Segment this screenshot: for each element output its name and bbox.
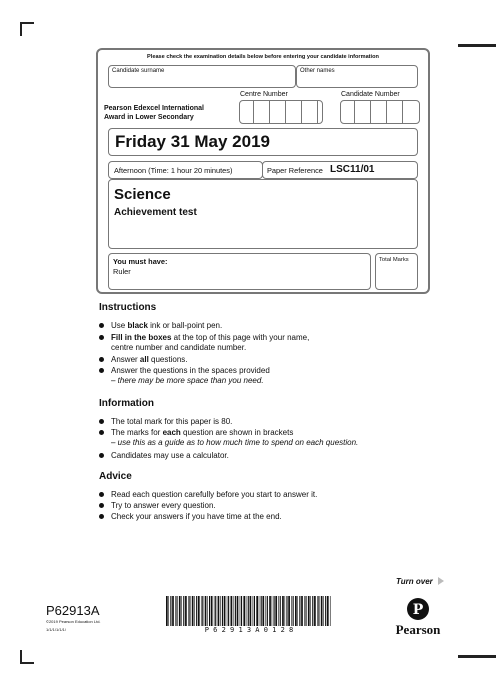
barcode-bar <box>179 596 181 626</box>
barcode-bar <box>222 596 223 626</box>
exam-date-box <box>108 128 418 156</box>
barcode-bar <box>318 596 319 626</box>
barcode-bar <box>220 596 221 626</box>
barcode-bar <box>265 596 266 626</box>
barcode-bar <box>175 596 176 626</box>
barcode-bar <box>267 596 268 626</box>
barcode-bar <box>310 596 311 626</box>
candidate-digit-divider <box>341 101 355 123</box>
instruction-bold: all <box>139 355 149 364</box>
barcode-bar <box>314 596 316 626</box>
information-text: question are shown in brackets <box>180 428 294 437</box>
centre-digit-divider <box>240 101 254 123</box>
crop-mark-bottom-horizontal <box>20 662 34 664</box>
copyright: ©2019 Pearson Education Ltd. <box>46 619 101 624</box>
must-have-item: Ruler <box>113 267 131 276</box>
bullet-icon <box>99 323 104 328</box>
candidate-number-label: Candidate Number <box>341 91 400 98</box>
barcode-bar <box>272 596 273 626</box>
information-text: The total mark for this paper is 80. <box>111 417 233 426</box>
barcode-bar <box>308 596 310 626</box>
bullet-icon <box>99 357 104 362</box>
paper-code: P62913A <box>46 603 100 618</box>
exam-date: Friday 31 May 2019 <box>115 132 270 151</box>
bullet-icon <box>99 335 104 340</box>
paper-reference-box <box>262 161 418 179</box>
instruction-text: questions. <box>148 355 188 364</box>
must-have-box <box>108 253 371 290</box>
advice-heading: Advice <box>99 471 132 482</box>
barcode-bar <box>196 596 197 626</box>
instruction-continuation: – there may be more space than you need. <box>111 376 264 385</box>
bullet-icon <box>99 419 104 424</box>
bullet-icon <box>99 453 104 458</box>
instruction-text: at the top of this page with your name, <box>171 333 310 342</box>
barcode-bar <box>209 596 210 626</box>
barcode-bar <box>301 596 303 626</box>
barcode-bar <box>218 596 220 626</box>
barcode-bar <box>170 596 171 626</box>
paper-title: Achievement test <box>114 207 197 218</box>
barcode-bar <box>291 596 292 626</box>
barcode-bar <box>262 596 264 626</box>
barcode-bar <box>280 596 281 626</box>
barcode <box>164 596 334 632</box>
instruction-text: ink or ball-point pen. <box>147 321 223 330</box>
instructions-heading: Instructions <box>99 302 157 313</box>
edge-bar-bottom <box>458 655 496 658</box>
barcode-bar <box>227 596 228 626</box>
barcode-bar <box>259 596 260 626</box>
centre-number-field[interactable] <box>239 100 323 124</box>
barcode-bar <box>205 596 207 626</box>
barcode-bar <box>246 596 247 626</box>
information-text: Candidates may use a calculator. <box>111 451 229 460</box>
instruction-text: Answer <box>111 355 140 364</box>
crop-mark-top-horizontal <box>20 22 34 24</box>
pearson-p-icon <box>407 598 429 620</box>
barcode-bar <box>214 596 215 626</box>
qualification-line2: Award in Lower Secondary <box>104 114 194 121</box>
barcode-bar <box>286 596 287 626</box>
barcode-bar <box>168 596 169 626</box>
barcode-text: P 6 2 9 1 3 A 0 1 2 8 <box>164 626 334 634</box>
check-note: Please check the examination details below before entering your candidate information <box>147 54 379 60</box>
barcode-bar <box>215 596 216 626</box>
barcode-bar <box>256 596 258 626</box>
instruction-text: Answer the questions in the spaces provided <box>111 366 270 375</box>
barcode-bar <box>274 596 275 626</box>
barcode-bar <box>207 596 208 626</box>
total-marks-box <box>375 253 418 290</box>
barcode-bar <box>224 596 226 626</box>
subject-box <box>108 179 418 249</box>
qualification-line1: Pearson Edexcel International <box>104 105 204 112</box>
must-have-label: You must have: <box>113 257 168 266</box>
barcode-bar <box>269 596 271 626</box>
barcode-bar <box>278 596 279 626</box>
edge-bar-top <box>458 44 496 47</box>
barcode-bar <box>285 596 286 626</box>
candidate-surname-field[interactable] <box>108 65 296 88</box>
candidate-digit-divider <box>373 101 387 123</box>
barcode-bar <box>185 596 187 626</box>
barcode-bar <box>282 596 284 626</box>
centre-number-label: Centre Number <box>240 91 288 98</box>
centre-digit-divider <box>288 101 302 123</box>
bullet-icon <box>99 492 104 497</box>
barcode-bar <box>243 596 245 626</box>
barcode-bar <box>176 596 177 626</box>
barcode-bar <box>275 596 277 626</box>
turn-over <box>396 577 444 586</box>
barcode-bar <box>183 596 184 626</box>
barcode-bar <box>330 596 331 626</box>
barcode-bar <box>189 596 190 626</box>
barcode-bar <box>323 596 324 626</box>
instruction-bold: black <box>127 321 148 330</box>
information-bold: each <box>162 428 181 437</box>
bullet-icon <box>99 514 104 519</box>
barcode-bar <box>237 596 239 626</box>
instruction-text: Use <box>111 321 128 330</box>
other-names-field[interactable] <box>296 65 418 88</box>
barcode-bar <box>305 596 306 626</box>
barcode-bar <box>327 596 329 626</box>
barcode-bar <box>201 596 202 626</box>
barcode-bar <box>188 596 189 626</box>
barcode-bar <box>325 596 326 626</box>
barcode-bar <box>211 596 213 626</box>
other-names-label: Other names <box>300 68 335 74</box>
barcode-bar <box>198 596 200 626</box>
advice-text: Try to answer every question. <box>111 501 216 510</box>
crop-mark-top-vertical <box>20 22 22 36</box>
instruction-bold: Fill in the boxes <box>111 333 172 342</box>
candidate-surname-label: Candidate surname <box>112 68 165 74</box>
paper-reference-label: Paper Reference <box>267 166 323 175</box>
session-text: Afternoon (Time: 1 hour 20 minutes) <box>114 166 233 175</box>
arrow-right-icon <box>438 577 444 585</box>
barcode-bar <box>295 596 297 626</box>
barcode-bar <box>304 596 305 626</box>
session-box <box>108 161 263 179</box>
barcode-bar <box>297 596 298 626</box>
bullet-icon <box>99 503 104 508</box>
barcode-bar <box>288 596 290 626</box>
pearson-wordmark: Pearson <box>395 622 441 637</box>
turn-over-text: Turn over <box>396 577 433 586</box>
barcode-bar <box>299 596 300 626</box>
barcode-bar <box>321 596 323 626</box>
barcode-bar <box>317 596 318 626</box>
print-code: 1/1/1/1/1/1/ <box>46 627 67 632</box>
barcode-bar <box>261 596 262 626</box>
barcode-bar <box>192 596 194 626</box>
barcode-bar <box>235 596 236 626</box>
bullet-icon <box>99 430 104 435</box>
barcode-bar <box>231 596 233 626</box>
barcode-bar <box>254 596 255 626</box>
barcode-bar <box>250 596 252 626</box>
instruction-continuation: centre number and candidate number. <box>111 343 247 352</box>
barcode-bar <box>181 596 182 626</box>
information-text: The marks for <box>111 428 163 437</box>
pearson-logo <box>388 598 448 640</box>
information-heading: Information <box>99 398 154 409</box>
barcode-bar <box>228 596 229 626</box>
barcode-bar <box>166 596 168 626</box>
barcode-bar <box>312 596 313 626</box>
candidate-details-frame <box>96 48 430 294</box>
barcode-bar <box>194 596 195 626</box>
barcode-bar <box>202 596 203 626</box>
centre-digit-divider <box>304 101 318 123</box>
subject-title: Science <box>114 186 171 203</box>
barcode-bar <box>233 596 234 626</box>
barcode-bar <box>253 596 254 626</box>
barcode-bar <box>241 596 242 626</box>
barcode-bar <box>172 596 174 626</box>
centre-digit-divider <box>272 101 286 123</box>
barcode-bar <box>248 596 249 626</box>
paper-reference: LSC11/01 <box>330 164 375 175</box>
barcode-bar <box>293 596 294 626</box>
advice-text: Check your answers if you have time at the end. <box>111 512 282 521</box>
total-marks-label: Total Marks <box>379 257 409 263</box>
barcode-bar <box>240 596 241 626</box>
candidate-digit-divider <box>389 101 403 123</box>
information-continuation: – use this as a guide as to how much time to spend on each question. <box>111 438 359 447</box>
svg-text:P: P <box>412 602 424 618</box>
bullet-icon <box>99 368 104 373</box>
candidate-digit-divider <box>357 101 371 123</box>
advice-text: Read each question carefully before you start to answer it. <box>111 490 318 499</box>
candidate-number-field[interactable] <box>340 100 420 124</box>
centre-digit-divider <box>256 101 270 123</box>
barcode-bars <box>164 596 334 626</box>
